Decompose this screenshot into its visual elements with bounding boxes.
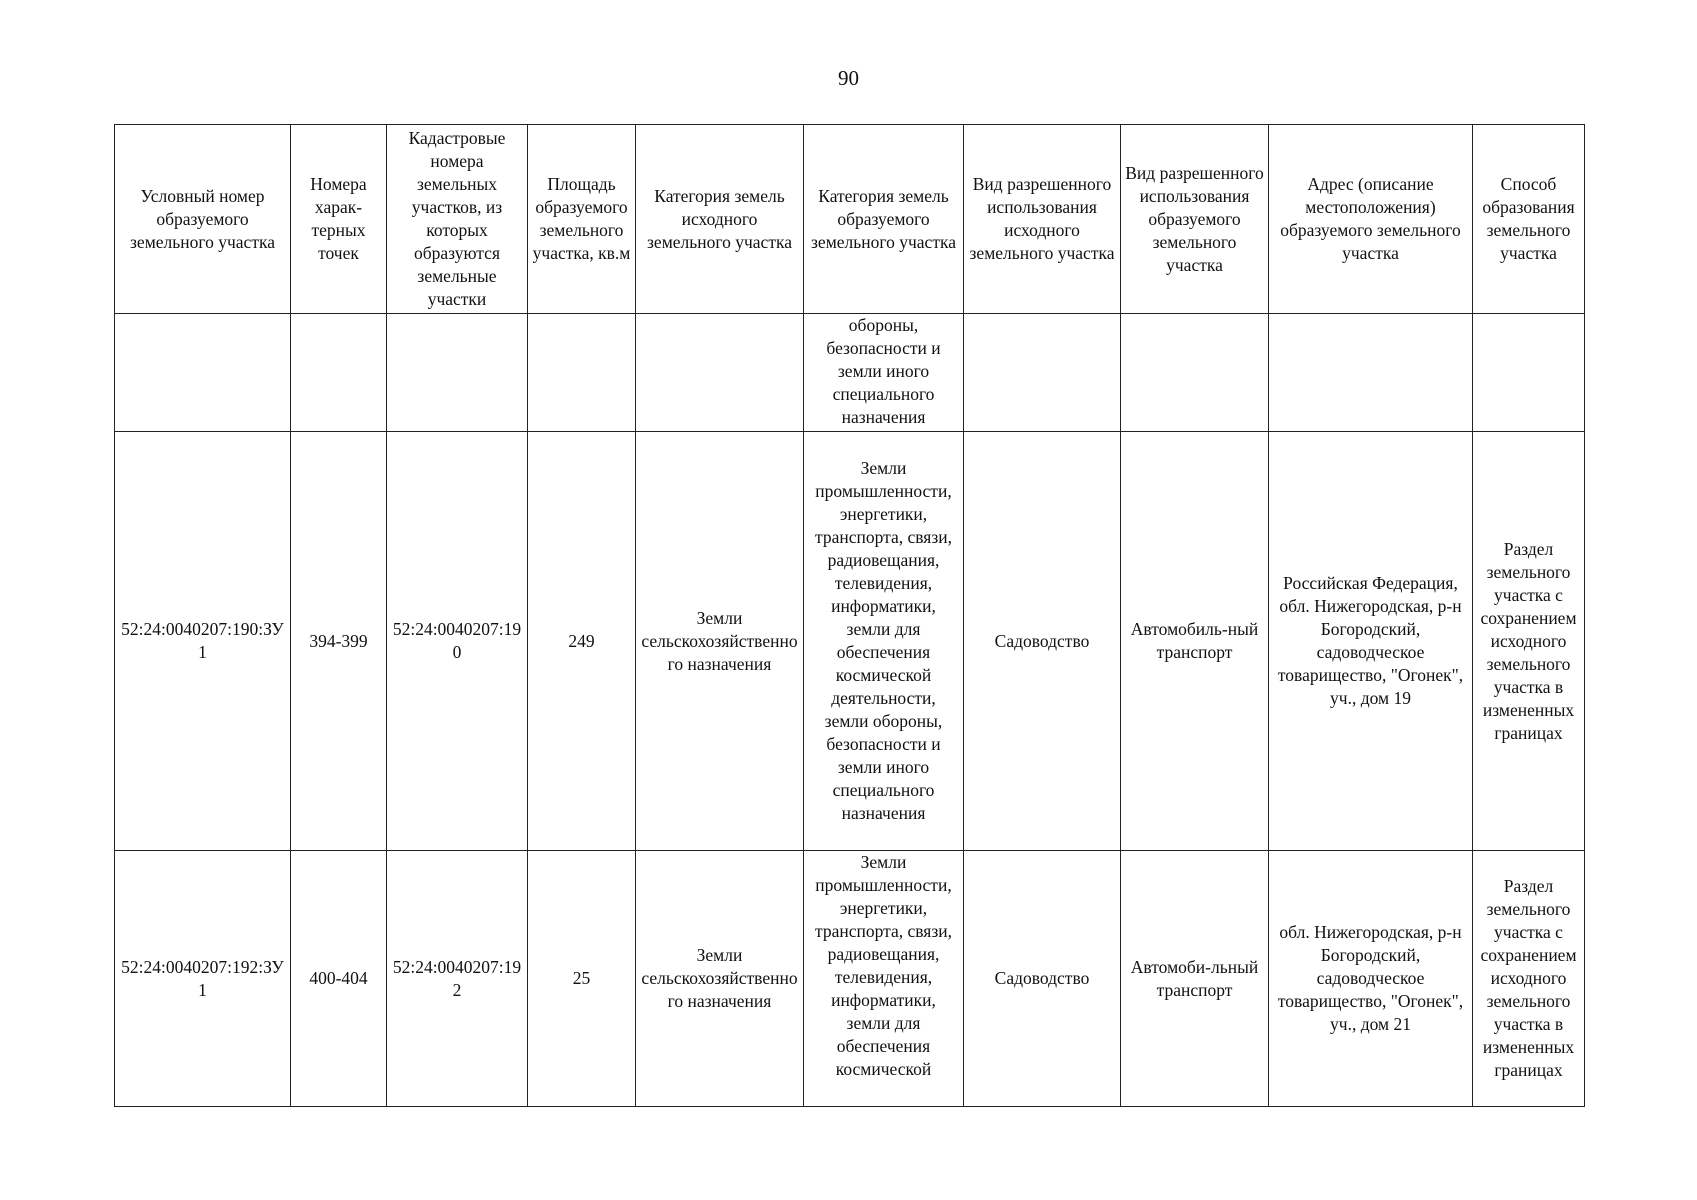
header-cadastral-numbers: Кадастровые номера земельных участков, из которых образуются земельные участки bbox=[387, 125, 528, 314]
cell-new-use: Автомобиль-ный транспорт bbox=[1121, 432, 1269, 851]
cell-new-category: обороны, безопасности и земли иного специального назначения bbox=[804, 314, 964, 432]
cell-area bbox=[528, 314, 636, 432]
land-plots-table bbox=[114, 124, 1585, 1107]
cell-points: 400-404 bbox=[291, 851, 387, 1107]
cell-new-category: Земли промышленности, энергетики, транспорта, связи, радиовещания, телевидения, информатики, земли для обеспечения космической деятельности, земли обороны, безопасности и земли иного специального назначения bbox=[804, 432, 964, 851]
cell-address: Российская Федерация, обл. Нижегородская, р-н Богородский, садоводческое товарищество, "Огонек", уч., дом 19 bbox=[1269, 432, 1473, 851]
cell-address: обл. Нижегородская, р-н Богородский, садоводческое товарищество, "Огонек", уч., дом 21 bbox=[1269, 851, 1473, 1107]
cell-cadastral-numbers bbox=[387, 314, 528, 432]
cell-method: Раздел земельного участка с сохранением исходного земельного участка в измененных границах bbox=[1473, 851, 1585, 1107]
cell-area: 25 bbox=[528, 851, 636, 1107]
cell-source-category: Земли сельскохозяйственного назначения bbox=[636, 432, 804, 851]
cell-source-use: Садоводство bbox=[964, 432, 1121, 851]
cell-cadastral-numbers: 52:24:0040207:192 bbox=[387, 851, 528, 1107]
header-address: Адрес (описание местоположения) образуемого земельного участка bbox=[1269, 125, 1473, 314]
table-header-row bbox=[115, 125, 1585, 314]
cell-new-use bbox=[1121, 314, 1269, 432]
cell-area: 249 bbox=[528, 432, 636, 851]
cell-points: 394-399 bbox=[291, 432, 387, 851]
cell-new-category: Земли промышленности, энергетики, транспорта, связи, радиовещания, телевидения, информатики, земли для обеспечения космической bbox=[804, 851, 964, 1107]
header-source-category: Категория земель исходного земельного участка bbox=[636, 125, 804, 314]
cell-cadastral-numbers: 52:24:0040207:190 bbox=[387, 432, 528, 851]
cell-source-use: Садоводство bbox=[964, 851, 1121, 1107]
cell-source-category bbox=[636, 314, 804, 432]
header-area: Площадь образуемого земельного участка, кв.м bbox=[528, 125, 636, 314]
cell-conditional-number bbox=[115, 314, 291, 432]
table-row bbox=[115, 851, 1585, 1107]
cell-conditional-number: 52:24:0040207:192:ЗУ1 bbox=[115, 851, 291, 1107]
table-row bbox=[115, 432, 1585, 851]
header-source-use: Вид разрешенного использования исходного земельного участка bbox=[964, 125, 1121, 314]
header-conditional-number: Условный номер образуемого земельного участка bbox=[115, 125, 291, 314]
cell-new-use: Автомоби-льный транспорт bbox=[1121, 851, 1269, 1107]
header-new-use: Вид разрешенного использования образуемого земельного участка bbox=[1121, 125, 1269, 314]
cell-method bbox=[1473, 314, 1585, 432]
cell-source-use bbox=[964, 314, 1121, 432]
header-points: Номера харак-терных точек bbox=[291, 125, 387, 314]
page-number: 90 bbox=[838, 66, 859, 90]
table-row bbox=[115, 314, 1585, 432]
cell-conditional-number: 52:24:0040207:190:ЗУ1 bbox=[115, 432, 291, 851]
cell-points bbox=[291, 314, 387, 432]
cell-address bbox=[1269, 314, 1473, 432]
cell-source-category: Земли сельскохозяйственного назначения bbox=[636, 851, 804, 1107]
header-new-category: Категория земель образуемого земельного участка bbox=[804, 125, 964, 314]
cell-method: Раздел земельного участка с сохранением исходного земельного участка в измененных границах bbox=[1473, 432, 1585, 851]
header-method: Способ образования земельного участка bbox=[1473, 125, 1585, 314]
